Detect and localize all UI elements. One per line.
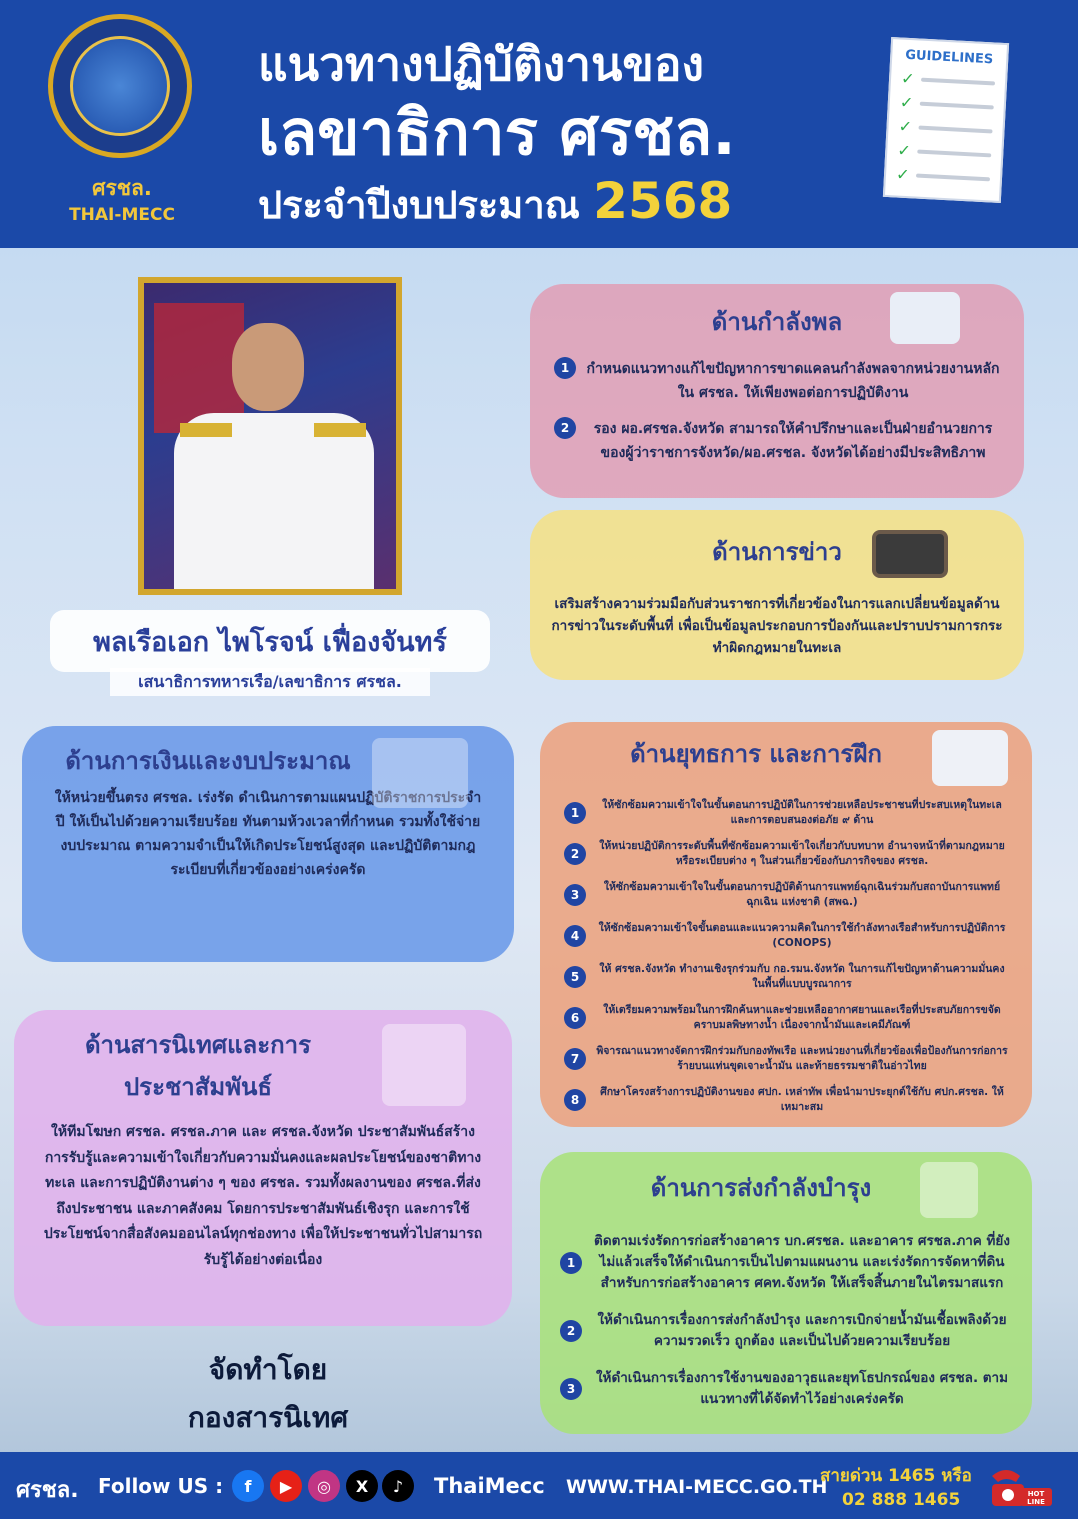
logo-en: THAI-MECC xyxy=(69,205,175,225)
item-text: ให้เตรียมความพร้อมในการฝึกค้นหาและช่วยเหลืออากาศยานและเรือที่ประสบภัยการขจัดคราบมลพิษทางน้ำ เนื่องจากน้ำมันและเคมีภัณฑ์ xyxy=(603,1004,1001,1031)
check-icon: ✓ xyxy=(896,140,912,161)
social-handle[interactable]: ThaiMecc xyxy=(434,1474,545,1498)
item-number: 3 xyxy=(560,1378,582,1400)
pr-text: ให้ทีมโฆษก ศรชล. ศรชล.ภาค และ ศรชล.จังหวัด ประชาสัมพันธ์สร้างการรับรู้และความเข้าใจเกี่ยวกับความมั่นคงและผลประโยชน์ของชาติทางทะเล และการปฏิบัติงานต่าง ๆ ของ ศรชล. รวมทั้งผลงานของ ศรชล.ที่ส่งถึงประชาชน และภาคสังคม โดยการประชาสัมพันธ์เชิงรุก และการใช้ประโยชน์จากสื่อสังคมออนไลน์ทุกช่องทาง เพื่อให้ประชาชนทั่วไปสามารถรับรู้ได้อย่างต่อเนื่อง xyxy=(43,1124,483,1268)
check-icon: ✓ xyxy=(900,68,916,89)
item-text: ศึกษาโครงสร้างการปฏิบัติงานของ ศปก. เหล่าทัพ เพื่อนำมาประยุกต์ใช้กับ ศปก.ศรชล. ให้เหมาะสม xyxy=(600,1086,1004,1113)
hot-badge-line2: LINE xyxy=(1027,1498,1045,1506)
hotline-label: สายด่วน 1465 หรือ xyxy=(820,1466,972,1486)
item-number: 2 xyxy=(554,417,576,439)
supply-box-icon xyxy=(920,1162,978,1218)
pr-title: ด้านสารนิเทศและการประชาสัมพันธ์ xyxy=(84,1031,312,1101)
guidelines-document-icon xyxy=(883,37,1009,203)
tiktok-icon[interactable]: ♪ xyxy=(382,1470,414,1502)
item-text: ให้ดำเนินการเรื่องการส่งกำลังบำรุง และการเบิกจ่ายน้ำมันเชื้อเพลิงด้วยความรวดเร็ว ถูกต้อง และเป็นไปด้วยความเรียบร้อย xyxy=(597,1312,1007,1349)
item-number: 5 xyxy=(564,966,586,988)
item-text: ให้ซักซ้อมความเข้าใจขั้นตอนและแนวความคิดในการใช้กำลังทางเรือสำหรับการปฏิบัติการ (CONOPS) xyxy=(598,922,1006,949)
check-icon: ✓ xyxy=(895,164,910,185)
item-text: ติดตามเร่งรัดการก่อสร้างอาคาร บก.ศรชล. และอาคาร ศรชล.ภาค ที่ยังไม่แล้วเสร็จให้ดำเนินการเป็นไปตามแผนงาน และเร่งรัดการจัดหาที่ดินสำหรับการก่อสร้างอาคาร ศคท.จังหวัด ให้เสร็จสิ้นภายในไตรมาสแรก xyxy=(594,1233,1010,1291)
intel-card xyxy=(530,510,1024,680)
footer-bar xyxy=(0,1452,1078,1519)
credit-department: กองสารนิเทศ xyxy=(187,1401,349,1434)
intel-title: ด้านการข่าว xyxy=(712,538,842,566)
official-portrait xyxy=(138,277,402,595)
title-line-1: แนวทางปฏิบัติงานของ xyxy=(258,37,704,91)
official-position: เสนาธิการทหารเรือ/เลขาธิการ ศรชล. xyxy=(110,668,430,696)
list-item xyxy=(560,1231,1012,1294)
finance-title: ด้านการเงินและงบประมาณ xyxy=(65,747,351,775)
check-icon: ✓ xyxy=(899,92,914,113)
item-number: 1 xyxy=(560,1252,582,1274)
item-text: กำหนดแนวทางแก้ไขปัญหาการขาดแคลนกำลังพลจากหน่วยงานหลักใน ศรชล. ให้เพียงพอต่อการปฏิบัติงาน xyxy=(586,361,1000,401)
item-number: 2 xyxy=(564,843,586,865)
item-text: รอง ผอ.ศรชล.จังหวัด สามารถให้คำปรึกษาและเป็นฝ่ายอำนวยการของผู้ว่าราชการจังหวัด/ผอ.ศรชล. จังหวัดได้อย่างมีประสิทธิภาพ xyxy=(593,421,993,461)
logo-emblem-icon xyxy=(70,36,170,136)
team-people-icon xyxy=(890,292,960,344)
item-text: ให้ซักซ้อมความเข้าใจในขั้นตอนการปฏิบัติด้านการแพทย์ฉุกเฉินร่วมกับสถาบันการแพทย์ฉุกเฉิน แห่งชาติ (สพฉ.) xyxy=(603,881,1001,908)
item-text: พิจารณาแนวทางจัดการฝึกร่วมกับกองทัพเรือ และหน่วยงานที่เกี่ยวข้องเพื่อป้องกันการก่อการร้ายบนแท่นขุดเจาะน้ำมัน และท้ายธรรมชาติในอ่าวไทย xyxy=(596,1045,1008,1072)
list-item xyxy=(564,920,1008,952)
money-chart-icon xyxy=(372,738,468,808)
website-link[interactable]: WWW.THAI-MECC.GO.TH xyxy=(566,1476,828,1498)
item-number: 7 xyxy=(564,1048,586,1070)
fiscal-year: 2568 xyxy=(593,172,733,230)
list-item xyxy=(564,961,1008,993)
list-item xyxy=(564,797,1008,829)
list-item xyxy=(560,1368,1012,1410)
footer-brand: ศรชล. xyxy=(16,1478,79,1503)
check-icon: ✓ xyxy=(898,116,913,137)
hot-badge-line1: HOT xyxy=(1027,1490,1045,1498)
youtube-icon[interactable]: ▶ xyxy=(270,1470,302,1502)
item-text: ให้ดำเนินการเรื่องการใช้งานของอาวุธและยุทโธปกรณ์ของ ศรชล. ตามแนวทางที่ได้จัดทำไว้อย่างเคร่งครัด xyxy=(595,1370,1009,1407)
item-text: ให้ ศรชล.จังหวัด ทำงานเชิงรุกร่วมกับ กอ.รมน.จังหวัด ในการแก้ไขปัญหาด้านความมั่นคงในพื้นที่แบบบูรณาการ xyxy=(599,963,1005,990)
logo-abbr: ศรชล. xyxy=(92,176,152,200)
facebook-icon[interactable]: f xyxy=(232,1470,264,1502)
header-banner xyxy=(0,0,1078,248)
list-item xyxy=(560,1310,1012,1352)
credit xyxy=(168,1346,368,1442)
item-number: 1 xyxy=(554,357,576,379)
social-media-icon xyxy=(382,1024,466,1106)
logistics-title: ด้านการส่งกำลังบำรุง xyxy=(650,1174,872,1202)
list-item xyxy=(564,879,1008,911)
title-line-2: เลขาธิการ ศรชล. xyxy=(258,96,736,169)
list-item xyxy=(554,357,1000,405)
follow-label: Follow US : xyxy=(98,1474,224,1498)
fiscal-year-label: ประจำปีงบประมาณ xyxy=(258,183,580,227)
item-number: 6 xyxy=(564,1007,586,1029)
guidelines-label: GUIDELINES xyxy=(904,47,994,68)
item-text: ให้ซักซ้อมความเข้าใจในขั้นตอนการปฏิบัติในการช่วยเหลือประชาชนที่ประสบเหตุในทะเล และการตอบสนองต่อภัย ๙ ด้าน xyxy=(602,799,1002,826)
thai-mecc-logo xyxy=(48,14,192,158)
tv-news-icon xyxy=(872,530,948,578)
item-text: ให้หน่วยปฏิบัติการระดับพื้นที่ซักซ้อมความเข้าใจเกี่ยวกับบทบาท อำนาจหน้าที่ตามกฎหมาย หรือระเบียบต่าง ๆ ในส่วนเกี่ยวข้องกับภารกิจของ ศรชล. xyxy=(599,840,1005,867)
list-item xyxy=(564,1043,1008,1075)
list-item xyxy=(564,1084,1008,1116)
credit-label: จัดทำโดย xyxy=(208,1353,328,1386)
title-line-3 xyxy=(258,172,732,235)
item-number: 1 xyxy=(564,802,586,824)
intel-text: เสริมสร้างความร่วมมือกับส่วนราชการที่เกี่ยวข้องในการแลกเปลี่ยนข้อมูลด้านการข่าวในระดับพื้นที่ เพื่อเป็นข้อมูลประกอบการป้องกันและปราบปรามการกระทำผิดกฎหมายในทะเล xyxy=(551,596,1003,656)
manpower-title: ด้านกำลังพล xyxy=(711,308,843,336)
finance-text: ให้หน่วยขึ้นตรง ศรชล. เร่งรัด ดำเนินการตามแผนปฏิบัติราชการประจำปี ให้เป็นไปด้วยความเรียบร้อย ทันตามห้วงเวลาที่กำหนด รวมทั้งใช้จ่ายงบประมาณ ตามความจำเป็นให้เกิดประโยชน์สูงสุด และปฏิบัติตามกฎระเบียบที่เกี่ยวข้องอย่างเคร่งครัด xyxy=(54,790,482,878)
item-number: 8 xyxy=(564,1089,586,1111)
hotline-phone-icon xyxy=(986,1462,1056,1512)
list-item xyxy=(554,417,1000,465)
official-name: พลเรือเอก ไพโรจน์ เฟื่องจันทร์ xyxy=(50,610,490,672)
item-number: 3 xyxy=(564,884,586,906)
training-class-icon xyxy=(932,730,1008,786)
x-twitter-icon[interactable]: X xyxy=(346,1470,378,1502)
item-number: 2 xyxy=(560,1320,582,1342)
hotline-number[interactable]: 02 888 1465 xyxy=(842,1490,961,1510)
list-item xyxy=(564,838,1008,870)
list-item xyxy=(564,1002,1008,1034)
instagram-icon[interactable]: ◎ xyxy=(308,1470,340,1502)
item-number: 4 xyxy=(564,925,586,947)
operations-title: ด้านยุทธการ และการฝึก xyxy=(630,740,882,768)
